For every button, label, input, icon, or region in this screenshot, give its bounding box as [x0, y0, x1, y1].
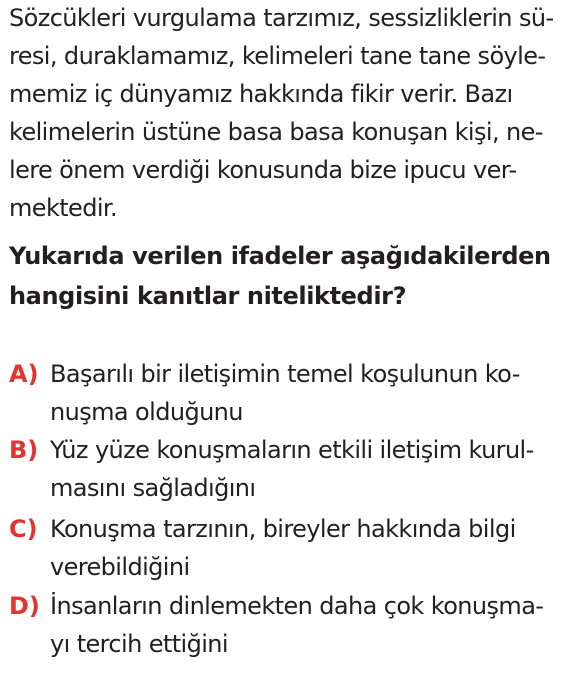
question-line: Yukarıda verilen ifadeler aşağıdakilerden — [9, 242, 551, 270]
option-text: yı tercih ettiğini — [50, 630, 228, 658]
option-letter: D) — [9, 592, 40, 620]
option-text: Başarılı bir iletişimin temel koşulunun ko- — [50, 360, 520, 388]
passage-line: resi, duraklamamız, kelimeleri tane tane söyle- — [9, 42, 546, 70]
question-line: hangisini kanıtlar niteliktedir? — [9, 282, 407, 310]
option-text: Konuşma tarzının, bireyler hakkında bilgi — [50, 515, 516, 543]
passage-line: lere önem verdiği konusunda bize ipucu ver- — [9, 156, 517, 184]
option-letter: A) — [9, 360, 39, 388]
option-text: masını sağladığını — [50, 474, 256, 502]
option-letter: C) — [9, 515, 38, 543]
option-text: verebildiğini — [50, 553, 190, 581]
passage-line: memiz iç dünyamız hakkında fikir verir. Bazı — [9, 80, 513, 108]
passage-line: Sözcükleri vurgulama tarzımız, sessizliklerin sü- — [9, 4, 554, 32]
option-text: nuşma olduğunu — [50, 398, 243, 426]
option-text: Yüz yüze konuşmaların etkili iletişim kurul- — [50, 436, 534, 464]
option-text: İnsanların dinlemekten daha çok konuşma- — [50, 592, 544, 620]
option-letter: B) — [9, 436, 39, 464]
passage-line: mektedir. — [9, 194, 118, 222]
passage-line: kelimelerin üstüne basa basa konuşan kişi, ne- — [9, 118, 543, 146]
